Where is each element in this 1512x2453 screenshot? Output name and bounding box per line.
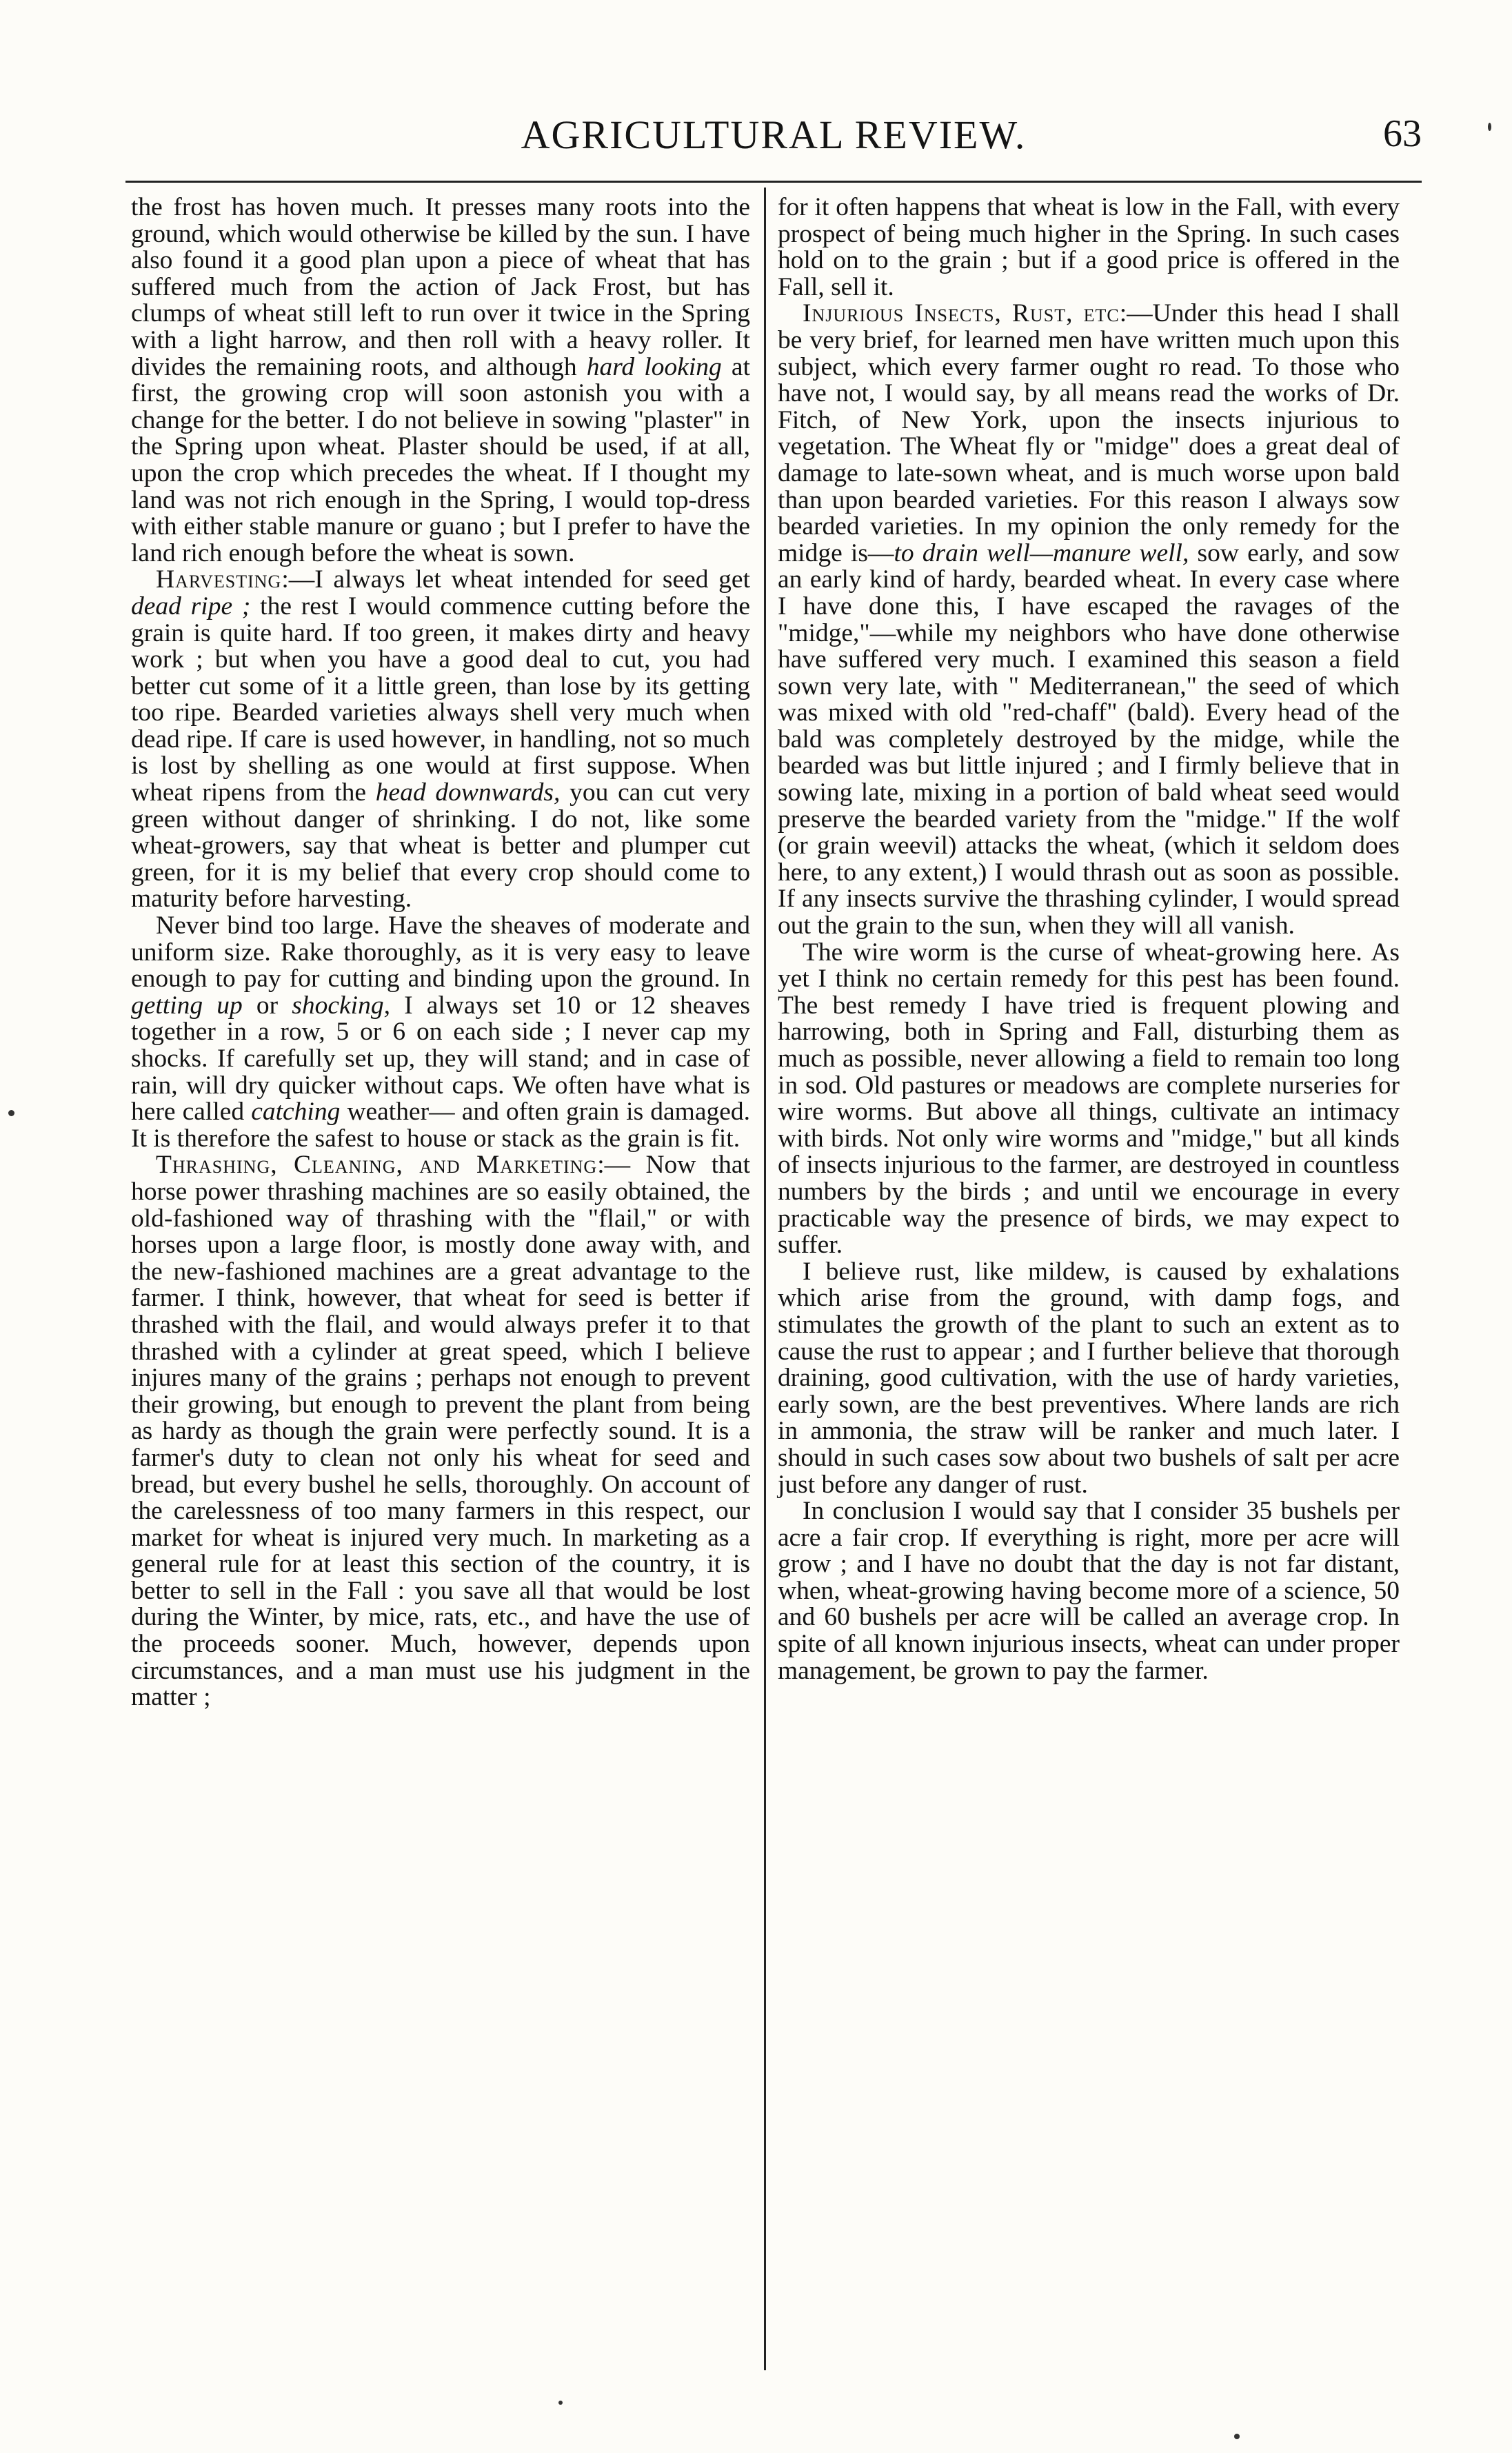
page-header: [125, 102, 1422, 157]
right-column: [778, 194, 1400, 1684]
paragraph-wire-worm: The wire worm is the curse of wheat-growing here. As yet I think no certain remedy for this pest has been found. The best remedy I have tried is frequent plowing and harrowing, both in Spring and Fall, disturbing them as much as possible, never allowing a field to remain too long in sod. Old pastures or meadows are complete nurseries for wire worms. But above all things, cultivate an intimacy with birds. Not only wire worms and "midge," but all kinds of insects injurious to the farmer, are destroyed in countless numbers by the birds ; and until we encourage in every practicable way the presence of birds, we may expect to suffer.: [778, 938, 1400, 1260]
ink-speck: [1234, 2434, 1240, 2439]
header-rule: [125, 181, 1422, 183]
ink-speck: [8, 1110, 14, 1116]
section-heading-insects: Injurious Insects, Rust, etc: [803, 299, 1120, 328]
section-heading-thrashing: Thrashing, Cleaning, and Marketing: [156, 1151, 598, 1180]
ink-speck: [558, 2401, 563, 2405]
ink-speck: [1488, 123, 1491, 131]
paragraph-frost: the frost has hoven much. It presses many roots into the ground, which would otherwise be killed by the sun. I have also found it a good plan upon a piece of wheat that has suffered much from the action of Jack Frost, but has clumps of wheat still left to run over it twice in the Spring with a light harrow, and then roll with a heavy roller. It divides the remaining roots, and although hard looking at first, the growing crop will soon astonish you with a change for the better. I do not believe in sowing "plaster" in the Spring upon wheat. Plaster should be used, if at all, upon the crop which precedes the wheat. If I thought my land was not rich enough in the Spring, I would top-dress with either stable manure or guano ; but I prefer to have the land rich enough before the wheat is sown.: [131, 193, 750, 567]
paragraph-rust: I believe rust, like mildew, is caused by exhalations which arise from the ground, with damp fogs, and stimulates the growth of the plant to such an extent as to cause the rust to appear ; and I further believe that thorough draining, good cultivation, with the use of hardy varieties, early sown, are the best preventives. Where lands are rich in ammonia, the straw will be ranker and much later. I should in such cases sow about two bushels of salt per acre just before any danger of rust.: [778, 1257, 1400, 1499]
page-number: 63: [1383, 112, 1422, 155]
paragraph-harvesting: Harvesting:—I always let wheat intended for seed get dead ripe ; the rest I would commence cutting before the grain is quite hard. If too green, it makes dirty and heavy work ; but when you have a good deal to cut, you had better cut some of it a little green, than lose by its getting too ripe. Bearded varieties always shell very much when dead ripe. If care is used however, in handling, not so much is lost by shelling as one would at first suppose. When wheat ripens from the head downwards, you can cut very green without danger of shrinking. I do not, like some wheat-growers, say that wheat is better and plumper cut green, for it is my belief that every crop should come to maturity before harvesting.: [131, 565, 751, 913]
paragraph-conclusion: In conclusion I would say that I consider 35 bushels per acre a fair crop. If everything is right, more per acre will grow ; and I have no doubt that the day is not far distant, when, wheat-growing having become more of a science, 50 and 60 bushels per acre will be called an average crop. In spite of all known injurious insects, wheat can under proper management, be grown to pay the farmer.: [778, 1497, 1400, 1685]
section-heading-harvesting: Harvesting: [156, 565, 282, 594]
column-divider: [764, 188, 766, 2370]
paragraph-binding: Never bind too large. Have the sheaves of moderate and uniform size. Rake thoroughly, as it is very easy to leave enough to pay for cutting and binding upon the ground. In getting up or shocking, I always set 10 or 12 sheaves together in a row, 5 or 6 on each side ; I never cap my shocks. If carefully set up, they will stand; and in case of rain, will dry quicker without caps. We often have what is here called catching weather— and often grain is damaged. It is therefore the safest to house or stack as the grain is fit.: [131, 911, 751, 1153]
running-title: AGRICULTURAL REVIEW.: [521, 112, 1027, 157]
paragraph-fall-sale: for it often happens that wheat is low in the Fall, with every prospect of being much higher in the Spring. In such cases hold on to the grain ; but if a good price is offered in the Fall, sell it.: [778, 193, 1400, 301]
paragraph-insects: Injurious Insects, Rust, etc:—Under this head I shall be very brief, for learned men have written much upon this subject, which every farmer ought ro read. To those who have not, I would say, by all means read the works of Dr. Fitch, of New York, upon the insects injurious to vegetation. The Wheat fly or "midge" does a great deal of damage to late-sown wheat, and is much worse upon bald than upon bearded varieties. For this reason I always sow bearded varieties. In my opinion the only remedy for the midge is—to drain well—manure well, sow early, and sow an early kind of hardy, bearded wheat. In every case where I have done this, I have escaped the ravages of the "midge,"—while my neighbors who have done otherwise have suffered very much. I examined this season a field sown very late, with " Mediterranean," the seed of which was mixed with old "red-chaff" (bald). Every head of the bald was completely destroyed by the midge, while the bearded was but little injured ; and I firmly believe that in sowing late, mixing in a portion of bald wheat seed would preserve the bearded variety from the "midge." If the wolf (or grain weevil) attacks the wheat, (which it seldom does here, to any extent,) I would thrash out as soon as possible. If any insects survive the thrashing cylinder, I would spread out the grain to the sun, when they will all vanish.: [778, 299, 1400, 940]
paragraph-thrashing: Thrashing, Cleaning, and Marketing:— Now that horse power thrashing machines are so easily obtained, the old-fashioned way of thrashing with the "flail," or with horses upon a large floor, is mostly done away with, and the new-fashioned machines are a great advantage to the farmer. I think, however, that wheat for seed is better if thrashed with the flail, and would always prefer it to that thrashed with a cylinder at great speed, which I believe injures many of the grains ; perhaps not enough to prevent their growing, but enough to prevent the plant from being as hardy as though the grain were perfectly sound. It is a farmer's duty to clean not only his wheat for seed and bread, but every bushel he sells, thoroughly. On account of the carelessness of too many farmers in this respect, our market for wheat is injured very much. In marketing as a general rule for at least this section of the country, it is better to sell in the Fall : you save all that would be lost during the Winter, by mice, rats, etc., and have the use of the proceeds sooner. Much, however, depends upon circumstances, and a man must use his judgment in the matter ;: [131, 1151, 750, 1712]
left-column: [131, 194, 750, 1711]
